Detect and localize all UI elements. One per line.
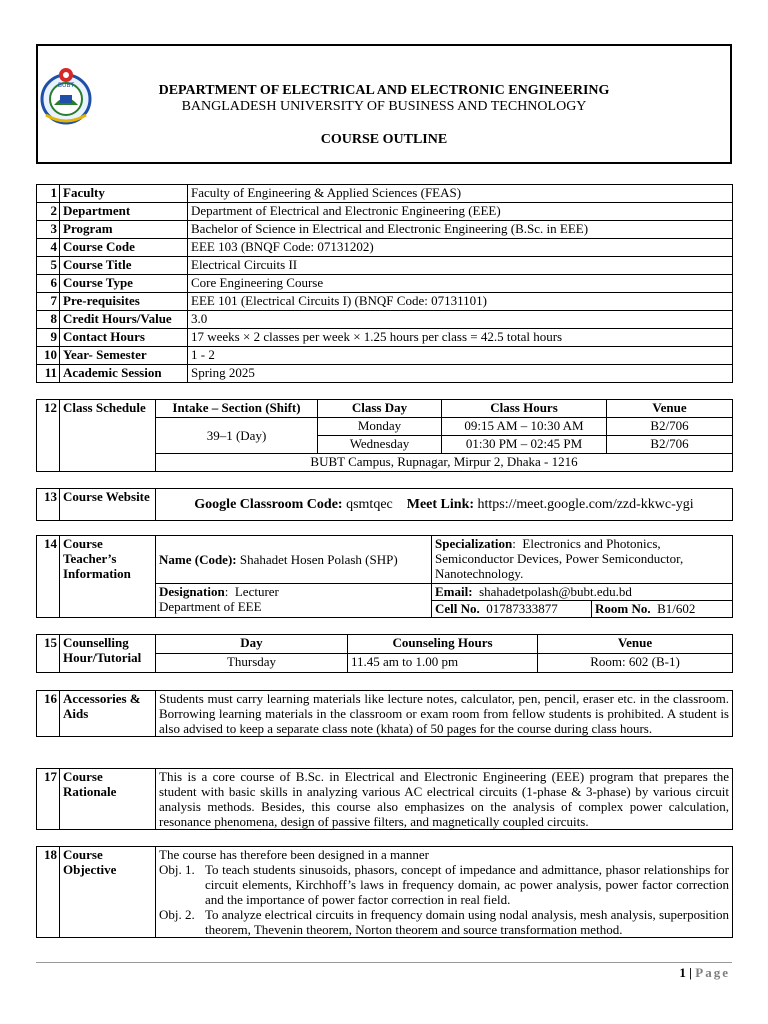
info-row-value: Core Engineering Course <box>188 275 733 293</box>
schedule-header-venue: Venue <box>607 400 733 418</box>
info-row-value: Electrical Circuits II <box>188 257 733 275</box>
section-number: 14 <box>37 536 60 618</box>
objective-2-text: To analyze electrical circuits in frequency domain using nodal analysis, mesh analysis, superposition theorem, Thevenin theorem, Norton theorem and source transformation method. <box>205 907 729 937</box>
info-row <box>37 293 733 311</box>
info-row-value: 1 - 2 <box>188 347 733 365</box>
counselling-header-venue: Venue <box>538 635 733 654</box>
info-row-number: 6 <box>37 275 60 293</box>
cell-label: Cell No. <box>435 601 480 616</box>
teacher-name-label: Name (Code): <box>159 552 237 567</box>
room-number: B1/602 <box>657 601 696 616</box>
section-label: Course Objective <box>60 847 156 938</box>
counselling-header-hours: Counseling Hours <box>348 635 538 654</box>
google-classroom-label: Google Classroom Code: <box>194 497 343 512</box>
info-row-label: Course Code <box>60 239 188 257</box>
meet-link-label: Meet Link: <box>406 497 475 512</box>
info-row-value: 17 weeks × 2 classes per week × 1.25 hours per class = 42.5 total hours <box>188 329 733 347</box>
info-row-value: Faculty of Engineering & Applied Sciences (FEAS) <box>188 185 733 203</box>
schedule-header-hours: Class Hours <box>442 400 607 418</box>
info-row-label: Program <box>60 221 188 239</box>
info-row <box>37 221 733 239</box>
info-row-number: 10 <box>37 347 60 365</box>
info-row-label: Year- Semester <box>60 347 188 365</box>
page-footer <box>679 965 730 981</box>
info-row-label: Course Title <box>60 257 188 275</box>
section-number: 12 <box>37 400 60 472</box>
info-row <box>37 365 733 383</box>
document-title: COURSE OUTLINE <box>320 132 448 147</box>
info-row <box>37 311 733 329</box>
room-label: Room No. <box>595 601 651 616</box>
accessories-table <box>36 690 733 737</box>
info-row-number: 11 <box>37 365 60 383</box>
meet-link[interactable]: https://meet.google.com/zzd-kkwc-ygi <box>477 497 694 512</box>
info-row <box>37 239 733 257</box>
intake-section: 39–1 (Day) <box>156 418 318 454</box>
counselling-hours: 11.45 am to 1.00 pm <box>348 654 538 673</box>
schedule-hours: 09:15 AM – 10:30 AM <box>442 418 607 436</box>
teacher-department: Department of EEE <box>159 599 262 614</box>
section-label: Accessories & Aids <box>60 691 156 737</box>
schedule-day: Wednesday <box>318 436 442 454</box>
info-row <box>37 275 733 293</box>
class-schedule-table <box>36 399 733 472</box>
course-info-table <box>36 184 733 383</box>
section-number: 13 <box>37 489 60 521</box>
info-row-number: 2 <box>37 203 60 221</box>
section-label: Course Website <box>60 489 156 521</box>
specialization-label: Specialization <box>435 536 513 551</box>
schedule-hours: 01:30 PM – 02:45 PM <box>442 436 607 454</box>
university-title: BANGLADESH UNIVERSITY OF BUSINESS AND TECHNOLOGY <box>181 99 587 114</box>
info-row <box>37 185 733 203</box>
info-row-value: EEE 103 (BNQF Code: 07131202) <box>188 239 733 257</box>
section-number: 16 <box>37 691 60 737</box>
info-row-value: 3.0 <box>188 311 733 329</box>
google-classroom-code[interactable]: qsmtqec <box>346 497 393 512</box>
info-row-value: Bachelor of Science in Electrical and Electronic Engineering (B.Sc. in EEE) <box>188 221 733 239</box>
counselling-venue: Room: 602 (B-1) <box>538 654 733 673</box>
email-address[interactable]: shahadetpolash@bubt.edu.bd <box>479 584 632 599</box>
teacher-info-table: 14 Course Teacher’s Information Name (Code): Shahadet Hosen Polash (SHP) Specialization: Electronics and Photonics, Semiconductor Devices, Power Semiconductor, Nanotechnology. Designation: Lecturer Department of EEE Email: shahadetpolash@bubt.edu.bd Cell No. 01787333877 Room No. B1/602 <box>36 535 733 618</box>
designation-label: Designation <box>159 584 225 599</box>
department-title: DEPARTMENT OF ELECTRICAL AND ELECTRONIC ENGINEERING <box>158 83 610 98</box>
info-row-label: Pre-requisites <box>60 293 188 311</box>
footer-divider <box>36 962 732 963</box>
info-row-number: 5 <box>37 257 60 275</box>
info-row-number: 3 <box>37 221 60 239</box>
info-row-value: Department of Electrical and Electronic Engineering (EEE) <box>188 203 733 221</box>
cell-number: 01787333877 <box>486 601 558 616</box>
info-row-label: Course Type <box>60 275 188 293</box>
section-number: 18 <box>37 847 60 938</box>
info-row-value: Spring 2025 <box>188 365 733 383</box>
rationale-text: This is a core course of B.Sc. in Electrical and Electronic Engineering (EEE) program that prepares the student with basic skills in analyzing various AC electrical circuits (1-phase & 3-phase) by various circuit analysis methods. Besides, this course also emphasizes on the analysis of complex power calculation, resonance phenomena, design of passive filters, and magnetically coupled circuits. <box>156 769 733 830</box>
objective-1-text: To teach students sinusoids, phasors, concept of impedance and admittance, phasor relationships for circuit elements, Kirchhoff’s laws in frequency domain, ac power analysis, power factor correction and the importance of power factor correction in real field. <box>205 862 729 907</box>
section-label: Course Teacher’s Information <box>60 536 156 618</box>
page-word: Page <box>695 965 730 980</box>
designation: Lecturer <box>234 584 279 599</box>
counselling-table <box>36 634 733 673</box>
info-row-label: Department <box>60 203 188 221</box>
info-row-number: 4 <box>37 239 60 257</box>
teacher-name: Shahadet Hosen Polash (SHP) <box>239 552 398 567</box>
info-row-label: Faculty <box>60 185 188 203</box>
section-label: Class Schedule <box>60 400 156 472</box>
logo-text: BUBT <box>57 82 75 89</box>
page-separator: | <box>689 965 693 980</box>
schedule-header-day: Class Day <box>318 400 442 418</box>
schedule-day: Monday <box>318 418 442 436</box>
page-number: 1 <box>679 965 686 980</box>
objective-table <box>36 846 733 938</box>
section-label: Counselling Hour/Tutorial <box>60 635 156 673</box>
schedule-venue: B2/706 <box>607 436 733 454</box>
info-row-label: Academic Session <box>60 365 188 383</box>
counselling-day: Thursday <box>156 654 348 673</box>
course-website-table <box>36 488 733 521</box>
info-row-label: Contact Hours <box>60 329 188 347</box>
counselling-header-day: Day <box>156 635 348 654</box>
info-row <box>37 329 733 347</box>
info-row <box>37 203 733 221</box>
objective-1-label: Obj. 1. <box>159 862 195 877</box>
info-row-number: 8 <box>37 311 60 329</box>
rationale-table <box>36 768 733 830</box>
objective-2-label: Obj. 2. <box>159 907 195 922</box>
section-number: 15 <box>37 635 60 673</box>
info-row-number: 9 <box>37 329 60 347</box>
email-label: Email: <box>435 584 473 599</box>
info-row <box>37 257 733 275</box>
info-row-value: EEE 101 (Electrical Circuits I) (BNQF Code: 07131101) <box>188 293 733 311</box>
info-row-number: 1 <box>37 185 60 203</box>
section-number: 17 <box>37 769 60 830</box>
section-label: Course Rationale <box>60 769 156 830</box>
info-row-number: 7 <box>37 293 60 311</box>
info-row <box>37 347 733 365</box>
objective-intro: The course has therefore been designed in a manner <box>159 847 429 862</box>
schedule-header-intake: Intake – Section (Shift) <box>156 400 318 418</box>
campus-address: BUBT Campus, Rupnagar, Mirpur 2, Dhaka - 1216 <box>156 454 733 472</box>
specialization: Electronics and Photonics, Semiconductor Devices, Power Semiconductor, Nanotechnology. <box>435 536 684 581</box>
schedule-venue: B2/706 <box>607 418 733 436</box>
accessories-text: Students must carry learning materials like lecture notes, calculator, pen, pencil, eraser etc. in the classroom. Borrowing learning materials in the classroom or exam room from fellow students is prohibited. A student is also advised to keep a separate class note (khata) of 50 pages for the course during class hours. <box>156 691 733 737</box>
info-row-label: Credit Hours/Value <box>60 311 188 329</box>
header-box <box>36 44 732 164</box>
